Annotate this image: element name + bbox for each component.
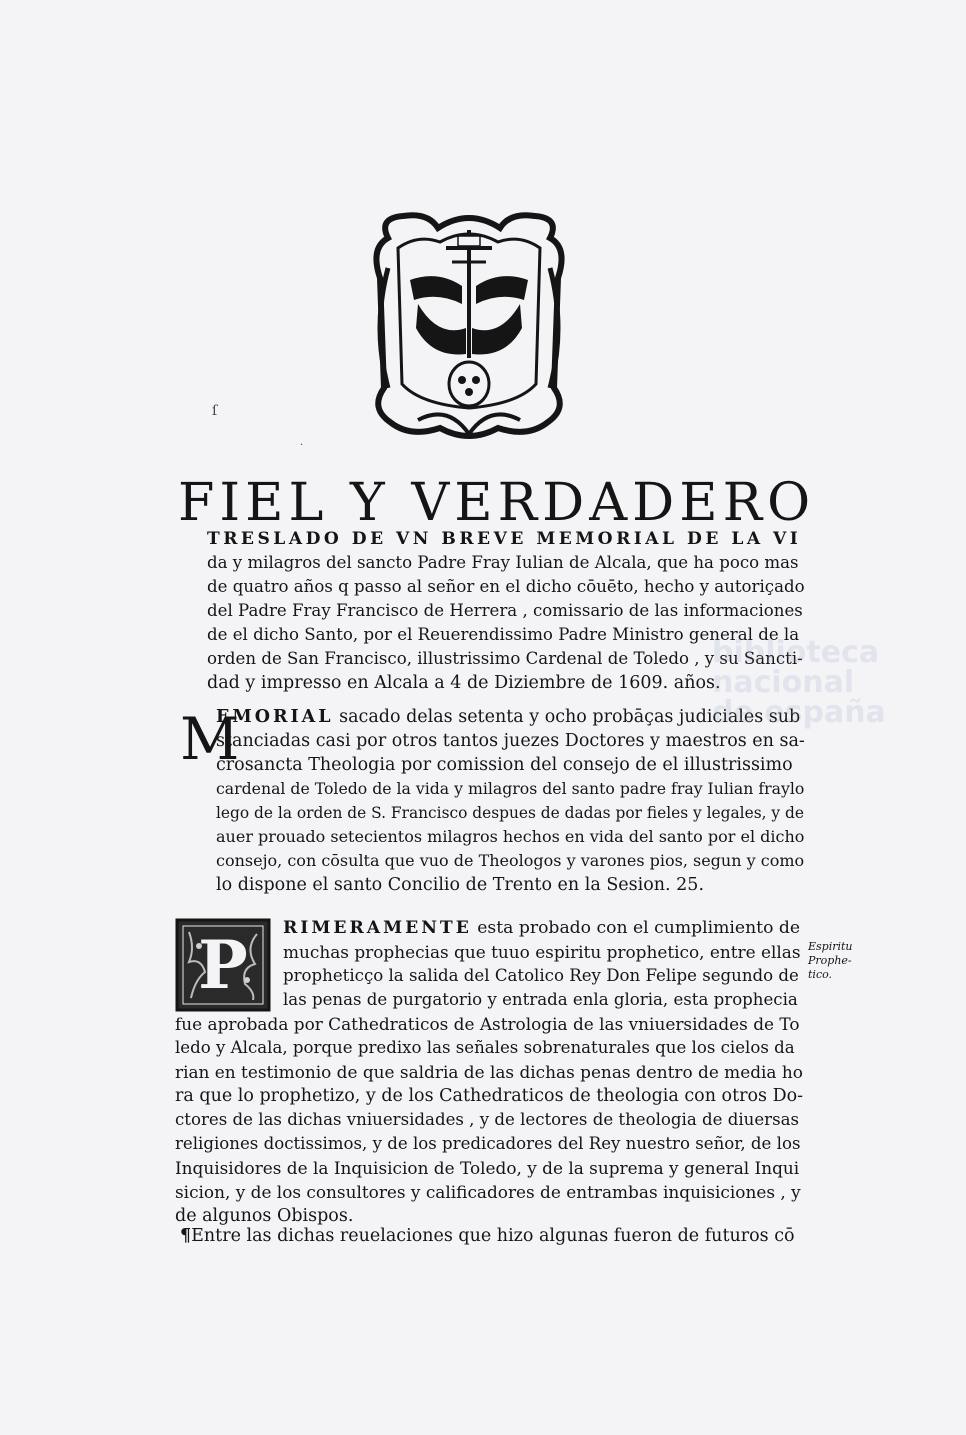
subtitle-line: TRESLADO DE VN BREVE MEMORIAL DE LA VI: [207, 529, 802, 549]
subtitle-line: del Padre Fray Francisco de Herrera , comissario de las informaciones: [207, 601, 803, 620]
stray-mark: .: [300, 437, 304, 448]
memorial-line: lego de la orden de S. Francisco despues de dadas por fieles y legales, y de: [216, 804, 804, 822]
primeramente-paragraph-indented: [283, 916, 803, 1012]
primeramente-line: Inquisidores de la Inquisicion de Toledo, y de la suprema y general Inqui: [175, 1158, 800, 1178]
document-title: FIEL Y VERDADERO: [178, 472, 816, 533]
subtitle-line: de quatro años q passo al señor en el dicho cōuēto, hecho y autoriçado: [207, 577, 805, 596]
memorial-line: cardenal de Toledo de la vida y milagros del santo padre fray Iulian fraylo: [216, 779, 805, 798]
memorial-line: stanciadas casi por otros tantos juezes Doctores y maestros en sa-: [216, 731, 805, 751]
subtitle-block: [207, 527, 807, 695]
memorial-first-line-rest: sacado delas setenta y ocho probāças judiciales sub: [333, 707, 801, 727]
subtitle-line: da y milagros del sancto Padre Fray Iulian de Alcala, que ha poco mas: [207, 553, 799, 572]
watermark-line: nacional: [712, 665, 855, 700]
primeramente-first-line: [283, 916, 803, 940]
closing-paragraph: [180, 1224, 800, 1248]
primeramente-paragraph-full: [175, 1012, 805, 1228]
watermark-line: de españa: [712, 695, 886, 730]
drop-cap-m: M: [180, 705, 240, 773]
subtitle-line: orden de San Francisco, illustrissimo Cardenal de Toledo , y su Sancti-: [207, 649, 803, 668]
subtitle-line: de el dicho Santo, por el Reuerendissimo Padre Ministro general de la: [207, 625, 800, 644]
decorated-initial-p: [175, 918, 271, 1012]
memorial-line: auer prouado setecientos milagros hechos en vida del santo por el dicho: [216, 827, 805, 846]
primeramente-line: ctores de las dichas vniuersidades , y de lectores de theologia de diuersas: [175, 1110, 799, 1129]
memorial-paragraph: [216, 705, 808, 897]
primeramente-line: sicion, y de los consultores y calificadores de entrambas inquisiciones , y: [175, 1182, 801, 1202]
stray-mark: ſ: [212, 403, 218, 419]
margin-note-line: Espiritu: [808, 940, 853, 953]
primeramente-line: ledo y Alcala, porque predixo las señales sobrenaturales que los cielos da: [175, 1038, 795, 1057]
memorial-line: lo dispone el santo Concilio de Trento en la Sesion. 25.: [216, 875, 705, 895]
primeramente-line: muchas prophecias que tuuo espiritu prophetico, entre ellas: [283, 942, 801, 962]
primeramente-first-word: RIMERAMENTE: [283, 918, 472, 938]
primeramente-line: rian en testimonio de que saldria de las dichas penas dentro de media ho: [175, 1062, 803, 1082]
pilcrow-mark: ¶: [180, 1226, 192, 1246]
franciscan-emblem-woodcut: [358, 208, 580, 448]
subtitle-line: dad y impresso en Alcala a 4 de Diziembre de 1609. años.: [207, 673, 721, 693]
primeramente-line: fue aprobada por Cathedraticos de Astrologia de las vniuersidades de To: [175, 1014, 800, 1034]
primeramente-line: propheticço la salida del Catolico Rey Don Felipe segundo de: [283, 966, 799, 985]
memorial-line: crosancta Theologia por comission del consejo de el illustrissimo: [216, 755, 793, 775]
closing-line: [180, 1224, 800, 1248]
margin-note-line: tico.: [808, 968, 833, 981]
primeramente-line: de algunos Obispos.: [175, 1206, 354, 1226]
memorial-first-line: [216, 705, 808, 729]
closing-line-text: Entre las dichas reuelaciones que hizo algunas fueron de futuros cō: [191, 1226, 795, 1246]
margin-note: [808, 940, 853, 982]
primeramente-line: las penas de purgatorio y entrada enla gloria, esta prophecia: [283, 990, 798, 1009]
primeramente-first-line-rest: esta probado con el cumplimiento de: [471, 918, 801, 938]
decorated-initial-letter: P: [198, 926, 248, 1004]
memorial-line: consejo, con cōsulta que vuo de Theologos y varones pios, segun y como: [216, 851, 805, 870]
primeramente-line: ra que lo prophetizo, y de los Cathedraticos de theologia con otros Do-: [175, 1086, 804, 1106]
watermark-line: biblioteca: [712, 635, 880, 670]
margin-note-line: Prophe-: [808, 954, 852, 967]
memorial-first-word: EMORIAL: [216, 707, 334, 727]
primeramente-line: religiones doctissimos, y de los predicadores del Rey nuestro señor, de los: [175, 1134, 801, 1153]
